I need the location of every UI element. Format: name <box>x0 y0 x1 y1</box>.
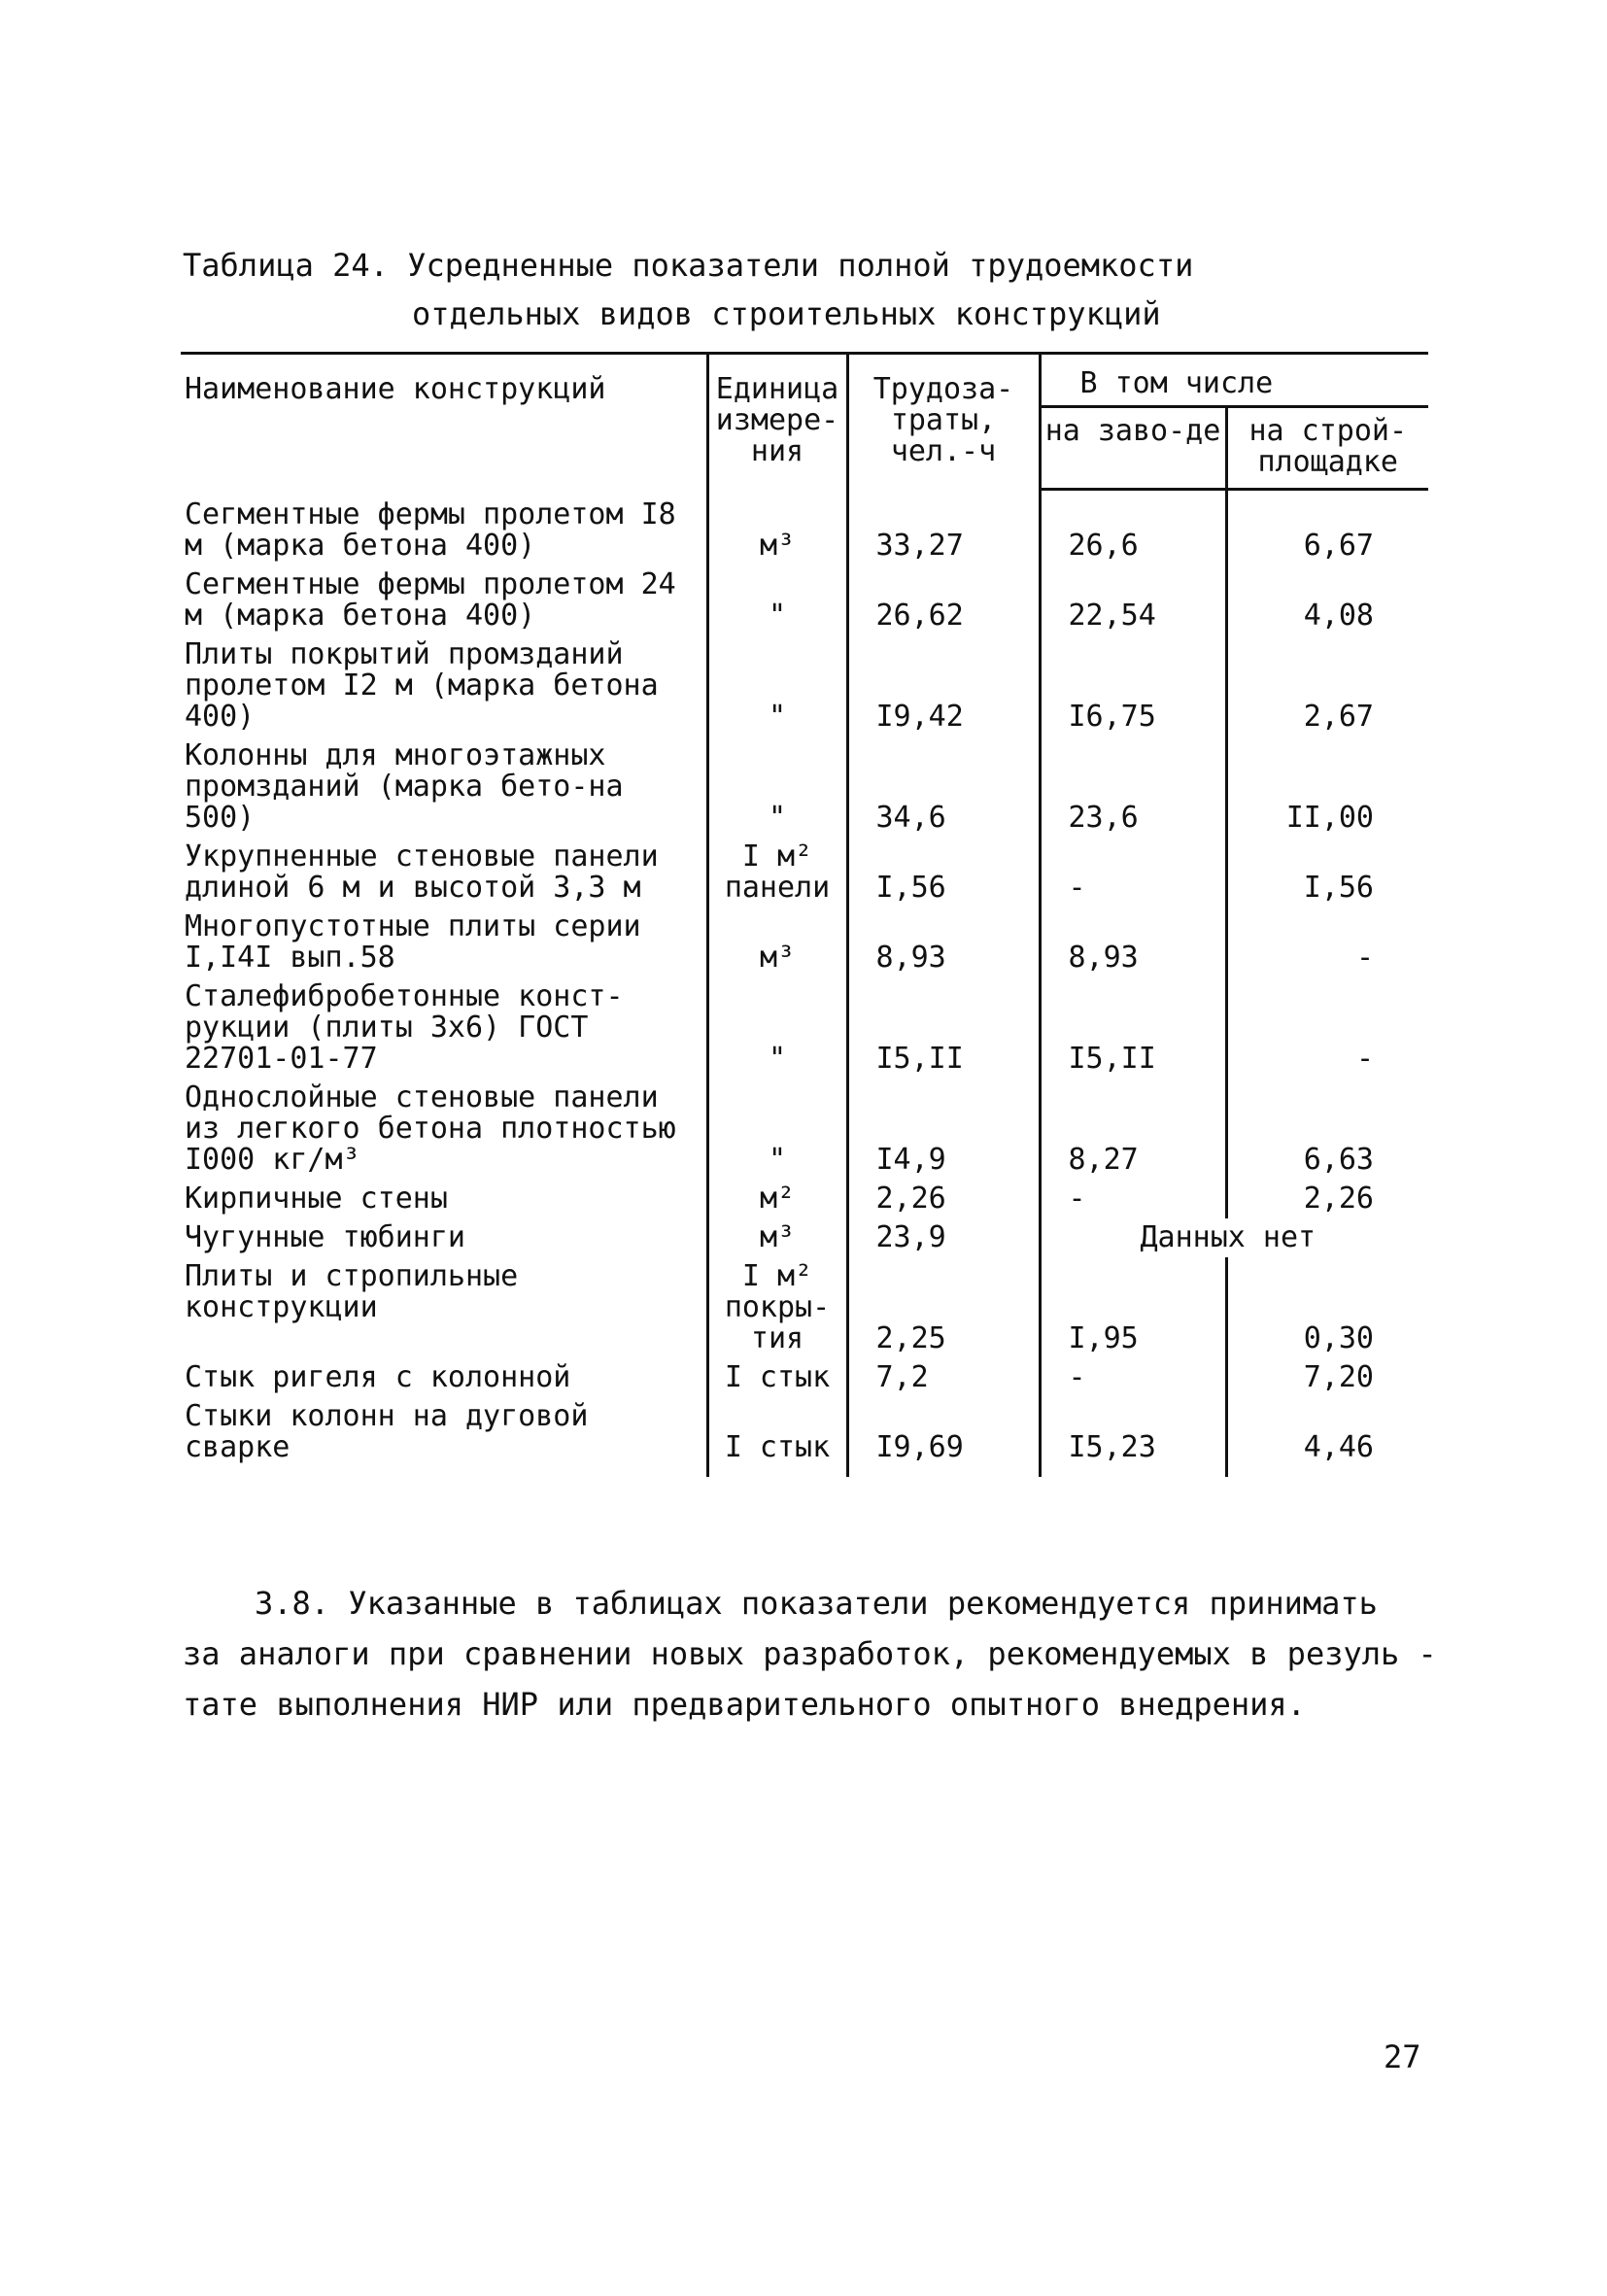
table-row <box>181 490 1428 565</box>
page-number: 27 <box>1384 2039 1421 2075</box>
cell-site: 4,08 <box>1226 565 1428 635</box>
cell-factory: - <box>1040 1180 1226 1218</box>
cell-name: Плиты и стропильные конструкции <box>185 1258 519 1324</box>
table-row <box>181 635 1428 737</box>
paragraph-line-2: за аналоги при сравнении новых разработок, рекомендуемых в резуль - <box>183 1635 1437 1672</box>
cell-name: Кирпичные стены <box>185 1181 448 1216</box>
cell-labor: 26,62 <box>847 565 1040 635</box>
cell-name: Сегментные фермы пролетом 24 м (марка бетона 400) <box>185 566 676 633</box>
cell-name: Укрупненные стеновые панели длиной 6 м и высотой 3,3 м <box>185 839 659 905</box>
table-row <box>181 1358 1428 1397</box>
table-row <box>181 1180 1428 1218</box>
header-unit: Единица измере-ния <box>707 354 847 490</box>
table-caption <box>183 241 1349 338</box>
cell-labor: I4,9 <box>847 1079 1040 1180</box>
cell-labor: 7,2 <box>847 1358 1040 1397</box>
cell-factory: I,95 <box>1040 1257 1226 1358</box>
cell-factory: I5,II <box>1040 977 1226 1079</box>
header-labor: Трудоза-траты, чел.-ч <box>847 354 1040 490</box>
cell-unit: I м² панели <box>707 838 847 908</box>
cell-site: 6,63 <box>1226 1079 1428 1180</box>
table-row <box>181 908 1428 977</box>
paragraph-line-3: тате выполнения НИР или предварительного опытного внедрения. <box>183 1686 1306 1723</box>
table-row <box>181 1079 1428 1180</box>
table-body <box>181 490 1428 1477</box>
labor-intensity-table <box>181 352 1428 1477</box>
cell-unit: I стык <box>707 1397 847 1477</box>
header-site: на строй-площадке <box>1226 407 1428 490</box>
table-row <box>181 1397 1428 1477</box>
header-name: Наименование конструкций <box>181 354 707 490</box>
cell-labor: I5,II <box>847 977 1040 1079</box>
cell-unit: " <box>707 737 847 838</box>
table-caption-line-1: Таблица 24. Усредненные показатели полной трудоемкости <box>183 247 1194 284</box>
cell-labor: 8,93 <box>847 908 1040 977</box>
table-row <box>181 737 1428 838</box>
cell-labor: I9,69 <box>847 1397 1040 1477</box>
cell-labor: 2,25 <box>847 1257 1040 1358</box>
cell-site: 2,26 <box>1226 1180 1428 1218</box>
cell-labor: I,56 <box>847 838 1040 908</box>
cell-unit: м³ <box>707 490 847 565</box>
cell-factory: 22,54 <box>1040 565 1226 635</box>
cell-name: Сегментные фермы пролетом I8 м (марка бетона 400) <box>185 497 676 563</box>
cell-no-data: Данных нет <box>1040 1218 1428 1257</box>
table-row <box>181 565 1428 635</box>
cell-factory: 8,27 <box>1040 1079 1226 1180</box>
table-row <box>181 1257 1428 1358</box>
cell-labor: 34,6 <box>847 737 1040 838</box>
cell-name: Многопустотные плиты серии I,I4I вып.58 <box>185 908 641 975</box>
cell-factory: 8,93 <box>1040 908 1226 977</box>
cell-name: Сталефибробетонные конст-рукции (плиты 3х6) ГОСТ 22701-01-77 <box>185 978 624 1076</box>
cell-name: Стыки колонн на дуговой сварке <box>185 1398 589 1464</box>
cell-factory: - <box>1040 838 1226 908</box>
cell-unit: I м² покры-тия <box>707 1257 847 1358</box>
cell-unit: I стык <box>707 1358 847 1397</box>
table-caption-line-2: отдельных видов строительных конструкций <box>412 295 1161 332</box>
cell-unit: " <box>707 565 847 635</box>
cell-site: 6,67 <box>1226 490 1428 565</box>
header-group: В том числе <box>1040 354 1428 407</box>
cell-unit: " <box>707 1079 847 1180</box>
cell-labor: I9,42 <box>847 635 1040 737</box>
cell-site: 7,20 <box>1226 1358 1428 1397</box>
cell-labor: 33,27 <box>847 490 1040 565</box>
cell-unit: м³ <box>707 1218 847 1257</box>
cell-factory: 26,6 <box>1040 490 1226 565</box>
cell-name: Стык ригеля с колонной <box>185 1359 571 1394</box>
table-row <box>181 1218 1428 1257</box>
cell-name: Колонны для многоэтажных промзданий (марка бето-на 500) <box>185 737 624 835</box>
cell-name: Плиты покрытий промзданий пролетом I2 м (марка бетона 400) <box>185 636 659 734</box>
cell-site: - <box>1226 977 1428 1079</box>
cell-name: Чугунные тюбинги <box>185 1219 465 1254</box>
cell-factory: 23,6 <box>1040 737 1226 838</box>
cell-unit: м² <box>707 1180 847 1218</box>
cell-labor: 2,26 <box>847 1180 1040 1218</box>
cell-factory: I5,23 <box>1040 1397 1226 1477</box>
table-row <box>181 977 1428 1079</box>
table-row <box>181 838 1428 908</box>
cell-site: 0,30 <box>1226 1257 1428 1358</box>
cell-site: I,56 <box>1226 838 1428 908</box>
cell-factory: - <box>1040 1358 1226 1397</box>
cell-unit: м³ <box>707 908 847 977</box>
cell-unit: " <box>707 977 847 1079</box>
cell-name: Однослойные стеновые панели из легкого бетона плотностью I000 кг/м³ <box>185 1079 676 1177</box>
cell-factory: I6,75 <box>1040 635 1226 737</box>
paragraph-3-8 <box>183 1578 1446 1730</box>
header-factory: на заво-де <box>1040 407 1226 490</box>
cell-site: 4,46 <box>1226 1397 1428 1477</box>
cell-site: II,00 <box>1226 737 1428 838</box>
cell-site: - <box>1226 908 1428 977</box>
cell-labor: 23,9 <box>847 1218 1040 1257</box>
paragraph-line-1: 3.8. Указанные в таблицах показатели рекомендуется принимать <box>255 1585 1378 1622</box>
cell-site: 2,67 <box>1226 635 1428 737</box>
cell-unit: " <box>707 635 847 737</box>
